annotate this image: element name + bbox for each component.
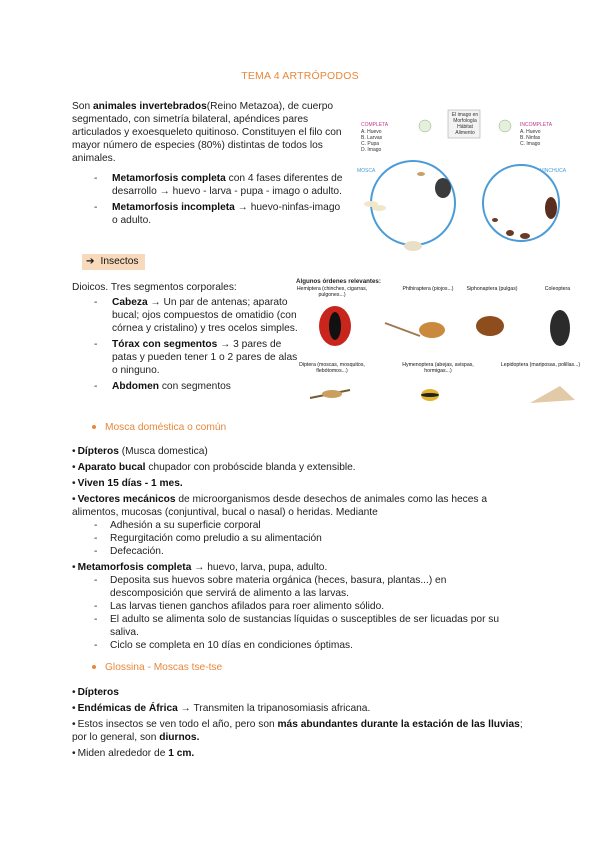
bullet-icon xyxy=(92,665,96,669)
segmentos-list xyxy=(92,296,302,396)
list-item: • Dípteros xyxy=(72,686,532,699)
incompleta-item: A. Huevo xyxy=(520,129,541,135)
phthiraptera-label: Phthiraptera (piojos...) xyxy=(402,286,454,292)
list-item: • Endémicas de África → Transmiten la tripanosomiasis africana. xyxy=(72,702,532,715)
completa-item: B. Larvas xyxy=(361,135,383,141)
center-label: Morfología xyxy=(453,118,477,124)
list-item: • Viven 15 días - 1 mes. xyxy=(72,477,532,490)
list-item: - Abdomen con segmentos xyxy=(92,380,302,393)
hemiptera-label: Hemiptera (chinches, cigarras, pulgones...) xyxy=(296,286,368,298)
list-item: - Tórax con segmentos → 3 pares de patas y pueden tener 1 o 2 pares de alas o ninguno. xyxy=(92,338,302,377)
list-item: - Metamorfosis completa con 4 fases diferentes de desarrollo → huevo - larva - pupa - imago o adulto. xyxy=(92,172,347,198)
mosca-cycle-label: MOSCA xyxy=(357,168,376,174)
center-label: El imago en xyxy=(451,112,479,118)
orders-heading: Algunos órdenes relevantes: xyxy=(296,278,381,285)
list-item: - Deposita sus huevos sobre materia orgánica (heces, basura, plantas...) en descomposición que servirá de alimento a las larvas. xyxy=(72,574,522,600)
list-item: - Metamorfosis incompleta → huevo-ninfas-imago o adulto. xyxy=(92,201,347,227)
list-item: - Ciclo se completa en 10 días en condiciones óptimas. xyxy=(72,639,522,652)
list-item: • Metamorfosis completa → huevo, larva, pupa, adulto. xyxy=(72,561,532,574)
life-cycle-figure xyxy=(355,108,570,258)
list-item: • Dípteros (Musca domestica) xyxy=(72,445,532,458)
mosca-content xyxy=(72,445,532,652)
arrow-icon: ➔ xyxy=(86,256,95,267)
completa-item: D. Imago xyxy=(361,147,382,153)
incompleta-item: C. Imago xyxy=(520,141,541,147)
hymenoptera-label: Hymenoptera (abejas, avispas, hormigas...) xyxy=(402,362,474,374)
completa-item: C. Pupa xyxy=(361,141,380,147)
diptera-label: Diptera (moscas, mosquitos, flebótomos...) xyxy=(299,362,365,374)
list-item: • Miden alrededor de 1 cm. xyxy=(72,747,532,760)
vinchuca-cycle-label: VINCHUCA xyxy=(540,168,567,174)
metamorfosis-list xyxy=(92,172,347,230)
list-item: - Adhesión a su superficie corporal xyxy=(72,519,522,532)
mosca-heading: Mosca doméstica o común xyxy=(92,421,226,434)
list-item: - Defecación. xyxy=(72,545,522,558)
coleoptera-label: Coleoptera xyxy=(544,286,571,292)
insect-orders-images xyxy=(290,278,585,418)
list-item: - Cabeza → Un par de antenas; aparato bucal; ojos compuestos de omatidio (con córnea y cristalino) y tres ocelos simples. xyxy=(92,296,302,335)
incompleta-label: INCOMPLETA xyxy=(520,122,553,128)
incompleta-item: B. Ninfas xyxy=(520,135,541,141)
insect-orders-figure xyxy=(290,278,585,418)
page-title: TEMA 4 ARTRÓPODOS xyxy=(241,70,359,82)
intro-paragraph: Son animales invertebrados(Reino Metazoa), de cuerpo segmentado, con simetría bilateral, apéndices pares articulados y exoesqueleto quitinoso. Constituyen el filo con mayor número de especies (80%) distintas de todos los animales. xyxy=(72,101,342,164)
list-item: • Vectores mecánicos de microorganismos desde desechos de animales como las heces a alimentos, mucosas (conjuntival, bucal o nasal) o heridas. Mediante xyxy=(72,493,532,519)
list-item: - El adulto se alimenta solo de sustancias líquidas o susceptibles de ser licuadas por su saliva. xyxy=(72,613,522,639)
siphonaptera-label: Siphonaptera (pulgas) xyxy=(466,286,518,292)
completa-item: A. Huevo xyxy=(361,129,382,135)
dioicos-text: Dioicos. Tres segmentos corporales: xyxy=(72,282,237,293)
glossina-heading: Glossina - Moscas tse-tse xyxy=(92,661,222,674)
glossina-content xyxy=(72,686,532,760)
lepidoptera-label: Lepidoptera (mariposas, polillas...) xyxy=(500,362,581,368)
center-label: Hábitat xyxy=(457,124,473,130)
list-item: - Regurgitación como preludio a su alimentación xyxy=(72,532,522,545)
center-label: Alimento xyxy=(455,130,475,136)
completa-label: COMPLETA xyxy=(361,122,389,128)
list-item: - Las larvas tienen ganchos afilados para roer alimento sólido. xyxy=(72,600,522,613)
insectos-heading: ➔ Insectos xyxy=(82,254,145,270)
list-item: • Aparato bucal chupador con probóscide blanda y extensible. xyxy=(72,461,532,474)
list-item: • Estos insectos se ven todo el año, pero son más abundantes durante la estación de las lluvias; por lo general, son diurnos. xyxy=(72,718,532,744)
bullet-icon xyxy=(92,425,96,429)
